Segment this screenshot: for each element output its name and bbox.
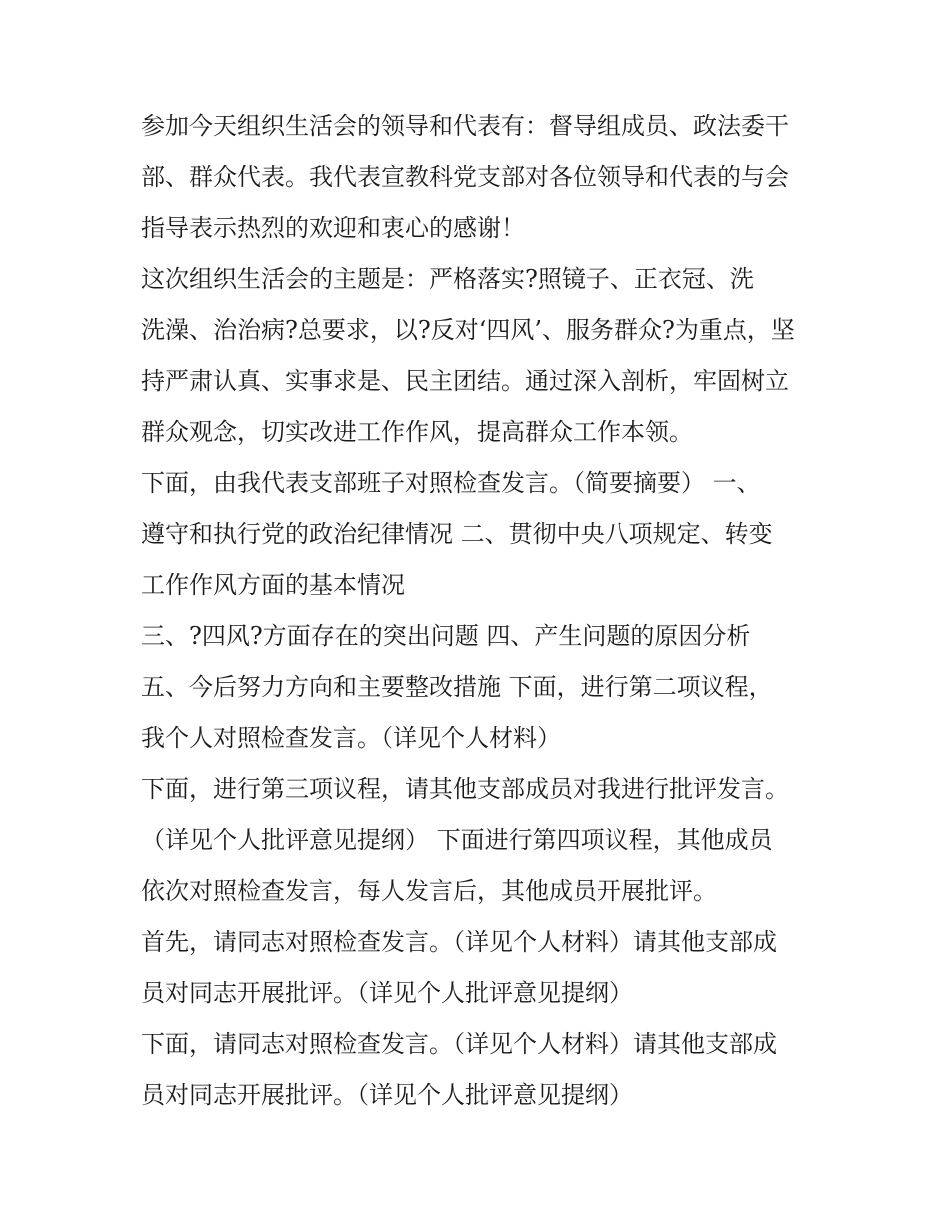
text-line: 参加今天组织生活会的领导和代表有：督导组成员、政法委干 <box>141 112 789 140</box>
text-line: 群众观念，切实改进工作作风，提高群众工作本领。 <box>141 418 693 446</box>
text-line: 员对同志开展批评。（详见个人批评意见提纲） <box>141 979 633 1007</box>
text-line: 依次对照检查发言，每人发言后，其他成员开展批评。 <box>141 877 717 905</box>
text-line: 指导表示热烈的欢迎和衷心的感谢！ <box>141 214 525 242</box>
text-line: 我个人对照检查发言。（详见个人材料） <box>141 724 561 752</box>
text-line: 下面，请同志对照检查发言。（详见个人材料）请其他支部成 <box>141 1030 777 1058</box>
text-line: 持严肃认真、实事求是、民主团结。通过深入剖析，牢固树立 <box>141 367 789 395</box>
text-line: 工作作风方面的基本情况 <box>141 571 405 599</box>
text-line: 部、群众代表。我代表宣教科党支部对各位领导和代表的与会 <box>141 163 789 191</box>
text-line: 洗澡、治治病?总要求，以?反对‘四风’、服务群众?为重点，坚 <box>141 316 795 344</box>
text-line: 五、今后努力方向和主要整改措施 下面，进行第二项议程， <box>141 673 773 701</box>
text-line: 首先，请同志对照检查发言。（详见个人材料）请其他支部成 <box>141 928 777 956</box>
text-line: 员对同志开展批评。（详见个人批评意见提纲） <box>141 1081 633 1109</box>
text-line: 这次组织生活会的主题是：严格落实?照镜子、正衣冠、洗 <box>141 265 754 293</box>
text-line: 下面，由我代表支部班子对照检查发言。（简要摘要） 一、 <box>141 469 761 497</box>
text-line: 三、?四风?方面存在的突出问题 四、产生问题的原因分析 <box>141 622 751 650</box>
text-line: （详见个人批评意见提纲） 下面进行第四项议程，其他成员 <box>141 826 773 854</box>
text-line: 下面，进行第三项议程，请其他支部成员对我进行批评发言。 <box>141 775 789 803</box>
text-line: 遵守和执行党的政治纪律情况 二、贯彻中央八项规定、转变 <box>141 520 773 548</box>
